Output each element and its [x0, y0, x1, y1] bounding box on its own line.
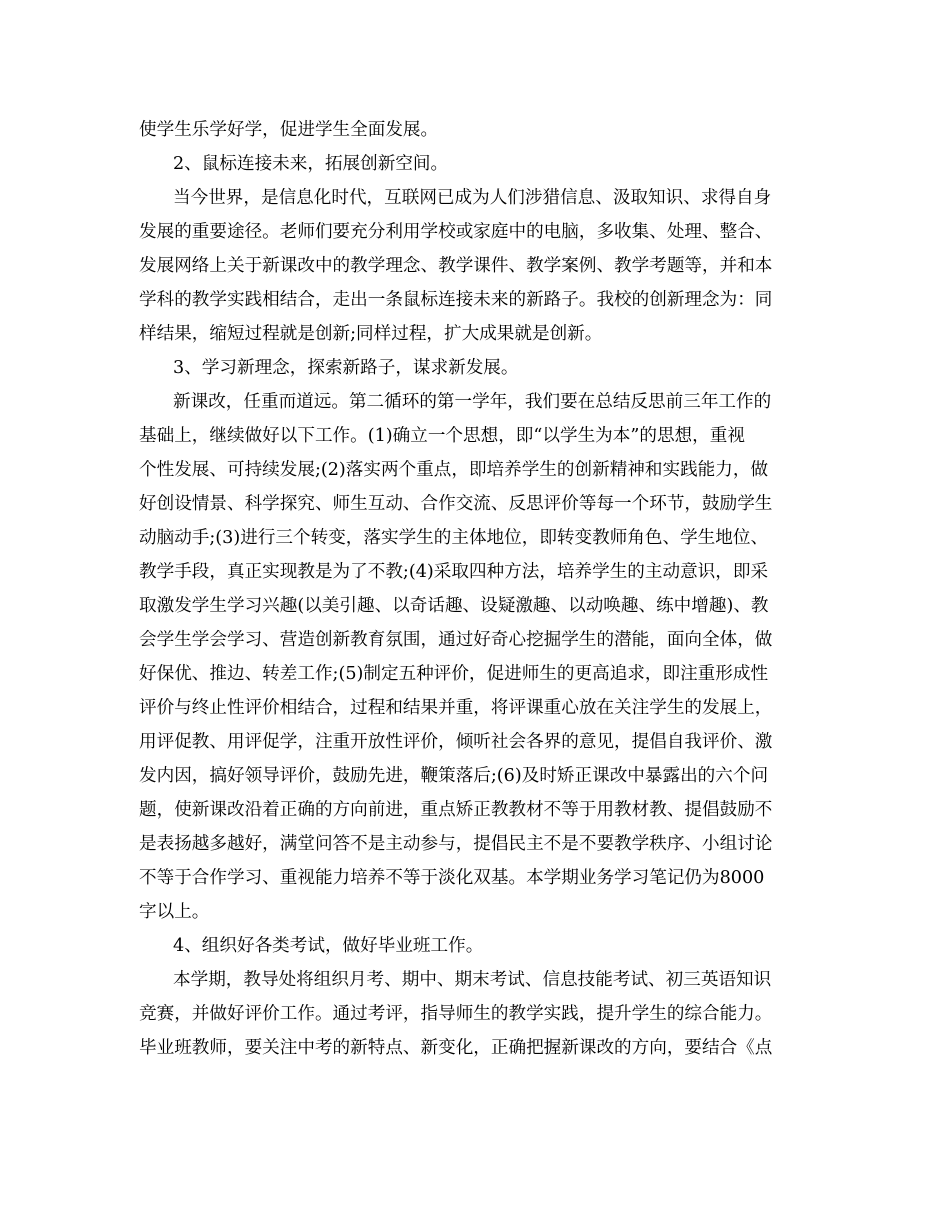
text-line: 取激发学生学习兴趣(以美引趣、以奇话趣、设疑激趣、以动唤趣、练中增趣)、教 [139, 596, 769, 616]
section-heading: 2、鼠标连接未来，拓展创新空间。 [173, 154, 449, 174]
text-line: 是表扬越多越好，满堂问答不是主动参与，提倡民主不是不要教学秩序、小组讨论 [139, 834, 773, 854]
text-line: 发展网络上关于新课改中的教学理念、教学课件、教学案例、教学考题等，并和本 [139, 256, 773, 276]
text-line: 用评促教、用评促学，注重开放性评价，倾听社会各界的意见，提倡自我评价、激 [139, 732, 773, 752]
text-line: 动脑动手;(3)进行三个转变，落实学生的主体地位，即转变教师角色、学生地位、 [139, 528, 769, 548]
text-line: 评价与终止性评价相结合，过程和结果并重，将评课重心放在关注学生的发展上， [139, 698, 773, 718]
text-line: 使学生乐学好学，促进学生全面发展。 [139, 120, 439, 140]
text-line: 题，使新课改沿着正确的方向前进，重点矫正教教材不等于用教材教、提倡鼓励不 [139, 800, 773, 820]
text-line: 当今世界，是信息化时代，互联网已成为人们涉猎信息、汲取知识、求得自身 [173, 188, 772, 208]
text-line: 本学期，教导处将组织月考、期中、期末考试、信息技能考试、初三英语知识 [173, 970, 772, 990]
text-line: 竞赛，并做好评价工作。通过考评，指导师生的教学实践，提升学生的综合能力。 [139, 1004, 773, 1024]
text-line: 发展的重要途径。老师们要充分利用学校或家庭中的电脑，多收集、处理、整合、 [139, 222, 773, 242]
text-line: 新课改，任重而道远。第二循环的第一学年，我们要在总结反思前三年工作的 [173, 392, 772, 412]
text-line: 样结果，缩短过程就是创新;同样过程，扩大成果就是创新。 [139, 324, 603, 344]
text-line: 会学生学会学习、营造创新教育氛围，通过好奇心挖掘学生的潜能，面向全体，做 [139, 630, 773, 650]
text-line: 不等于合作学习、重视能力培养不等于淡化双基。本学期业务学习笔记仍为8000 [139, 868, 765, 888]
section-heading: 4、组织好各类考试，做好毕业班工作。 [173, 936, 484, 956]
text-line: 好保优、推边、转差工作;(5)制定五种评价，促进师生的更高追求，即注重形成性 [139, 664, 769, 684]
text-line: 字以上。 [139, 902, 210, 922]
text-line: 好创设情景、科学探究、师生互动、合作交流、反思评价等每一个环节，鼓励学生 [139, 494, 773, 514]
text-line: 学科的教学实践相结合，走出一条鼠标连接未来的新路子。我校的创新理念为：同 [139, 290, 773, 310]
text-line: 毕业班教师，要关注中考的新特点、新变化，正确把握新课改的方向，要结合《点 [139, 1038, 773, 1058]
text-line: 发内因，搞好领导评价，鼓励先进，鞭策落后;(6)及时矫正课改中暴露出的六个问 [139, 766, 769, 786]
text-line: 教学手段，真正实现教是为了不教;(4)采取四种方法，培养学生的主动意识，即采 [139, 562, 769, 582]
section-heading: 3、学习新理念，探索新路子，谋求新发展。 [173, 358, 519, 378]
document-body [139, 113, 819, 1065]
text-line: 基础上，继续做好以下工作。(1)确立一个思想，即“以学生为本”的思想，重视 [139, 426, 745, 446]
text-line: 个性发展、可持续发展;(2)落实两个重点，即培养学生的创新精神和实践能力，做 [139, 460, 769, 480]
